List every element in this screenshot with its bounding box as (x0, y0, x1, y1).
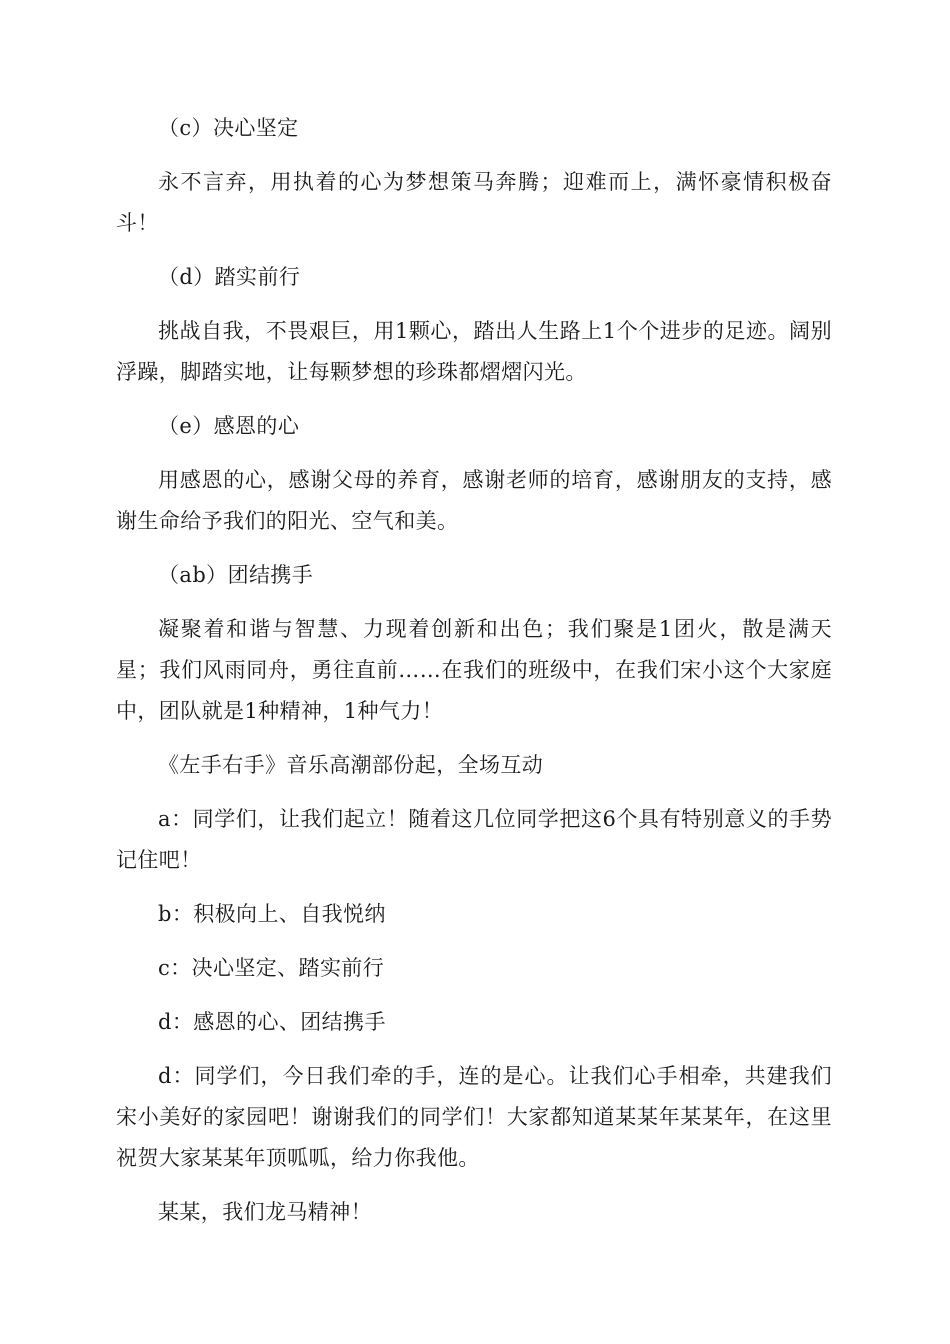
paragraph-line-d2: d：同学们，今日我们牵的手，连的是心。让我们心手相牵，共建我们宋小美好的家园吧！谢谢我们的同学们！大家都知道某某年某某年，在这里祝贺大家某某年顶呱呱，给力你我他。 (116, 1064, 832, 1170)
paragraph-unity: 凝聚着和谐与智慧、力现着创新和出色；我们聚是1团火，散是满天星；我们风雨同舟，勇往直前……在我们的班级中，在我们宋小这个大家庭中，团队就是1种精神，1种气力！ (116, 617, 832, 723)
paragraph-line-b: b：积极向上、自我悦纳 (158, 902, 386, 926)
section-heading-ab: （ab）团结携手 (158, 563, 314, 587)
paragraph-line-a: a：同学们，让我们起立！随着这几位同学把这6个具有特别意义的手势记住吧！ (116, 807, 832, 872)
paragraph-determination: 永不言弃，用执着的心为梦想策马奔腾；迎难而上，满怀豪情积极奋斗！ (116, 170, 832, 235)
paragraph-line-d1: d：感恩的心、团结携手 (158, 1010, 386, 1034)
section-heading-e: （e）感恩的心 (158, 414, 300, 438)
document-body (116, 108, 832, 1246)
paragraph-line-c: c：决心坚定、踏实前行 (158, 956, 385, 980)
section-heading-c: （c）决心坚定 (158, 116, 299, 140)
paragraph-steady-progress: 挑战自我，不畏艰巨，用1颗心，踏出人生路上1个个进步的足迹。阔别浮躁，脚踏实地，让每颗梦想的珍珠都熠熠闪光。 (116, 319, 832, 384)
section-heading-d: （d）踏实前行 (158, 265, 301, 289)
paragraph-closing: 某某，我们龙马精神！ (158, 1200, 372, 1224)
paragraph-music-cue: 《左手右手》音乐高潮部份起，全场互动 (158, 753, 544, 777)
paragraph-gratitude: 用感恩的心，感谢父母的养育，感谢老师的培育，感谢朋友的支持，感谢生命给予我们的阳光、空气和美。 (116, 468, 832, 533)
